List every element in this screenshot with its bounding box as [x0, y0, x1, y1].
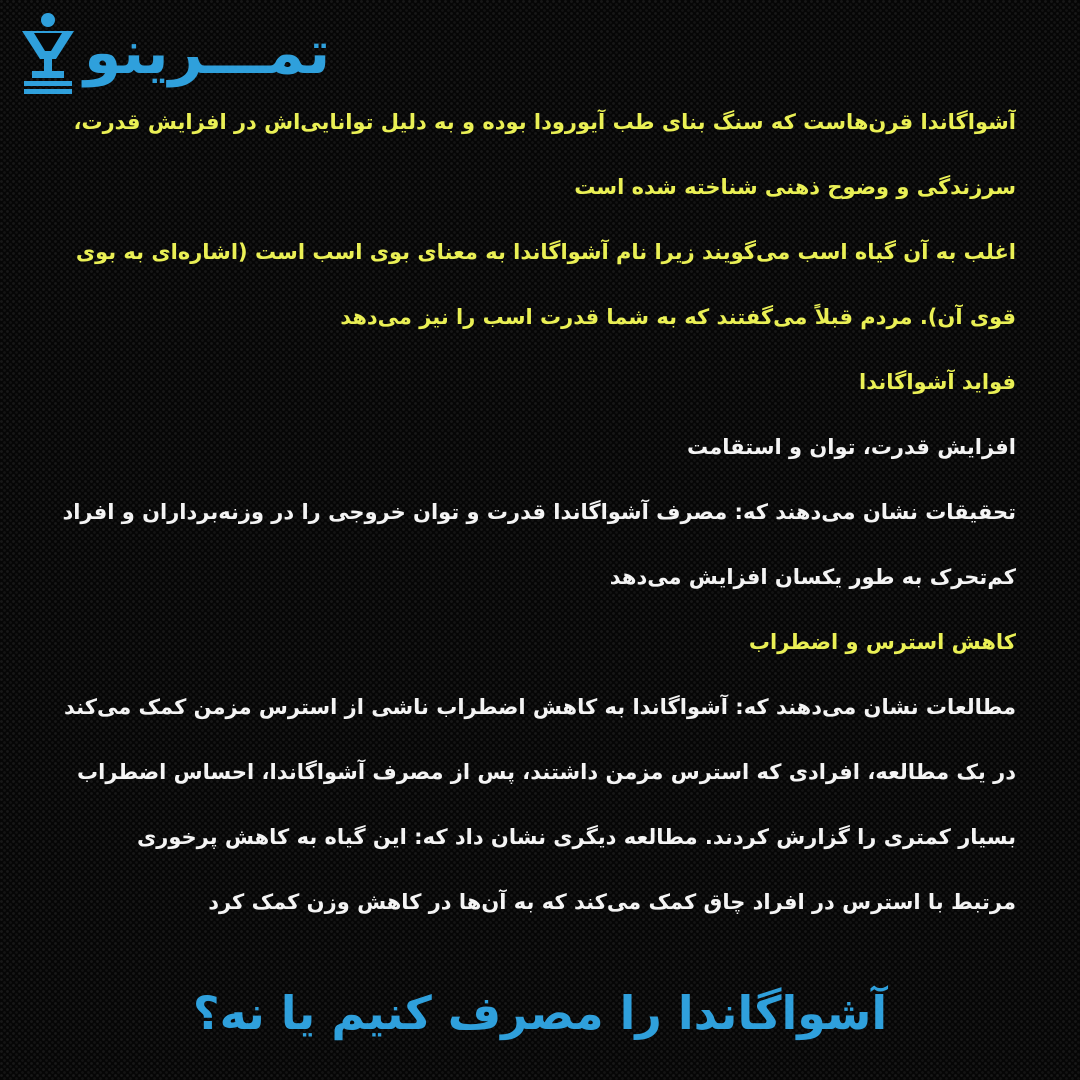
body-text-line: در یک مطالعه، افرادی که استرس مزمن داشتند، پس از مصرف آشواگاندا، احساس اضطراب	[77, 760, 1016, 784]
highlight-text-line: کاهش استرس و اضطراب	[748, 630, 1016, 654]
body-text-line: مطالعات نشان می‌دهند که: آشواگاندا به کاهش اضطراب ناشی از استرس مزمن کمک می‌کند	[64, 695, 1016, 719]
footer-question: آشواگاندا را مصرف کنیم یا نه؟	[192, 986, 888, 1040]
article-body	[56, 90, 1016, 935]
highlight-text-line: سرزندگی و وضوح ذهنی شناخته شده است	[574, 175, 1016, 199]
body-text-line: کم‌تحرک به طور یکسان افزایش می‌دهد	[609, 565, 1016, 589]
brand-logo	[18, 8, 330, 98]
highlight-text-line: فواید آشواگاندا	[859, 370, 1016, 394]
body-text-line: تحقیقات نشان می‌دهند که: مصرف آشواگاندا قدرت و توان خروجی را در وزنه‌برداران و افراد	[62, 500, 1016, 524]
body-text-line: افزایش قدرت، توان و استقامت	[687, 435, 1016, 459]
body-text-line: مرتبط با استرس در افراد چاق کمک می‌کند که به آن‌ها در کاهش وزن کمک کرد	[208, 890, 1016, 914]
highlight-text-line: اغلب به آن گیاه اسب می‌گویند زیرا نام آشواگاندا به معنای بوی اسب است (اشاره‌ای به بوی	[75, 240, 1016, 264]
body-text-line: بسیار کمتری را گزارش کردند. مطالعه دیگری نشان داد که: این گیاه به کاهش پرخوری	[137, 825, 1016, 849]
brand-logo-text: تمـــرینو	[84, 18, 331, 88]
highlight-text-line: آشواگاندا قرن‌هاست که سنگ بنای طب آیورودا بوده و به دلیل توانایی‌اش در افزایش قدرت،	[73, 110, 1016, 134]
pawn-trophy-icon	[18, 11, 78, 95]
highlight-text-line: قوی آن). مردم قبلاً می‌گفتند که به شما قدرت اسب را نیز می‌دهد	[340, 305, 1016, 329]
